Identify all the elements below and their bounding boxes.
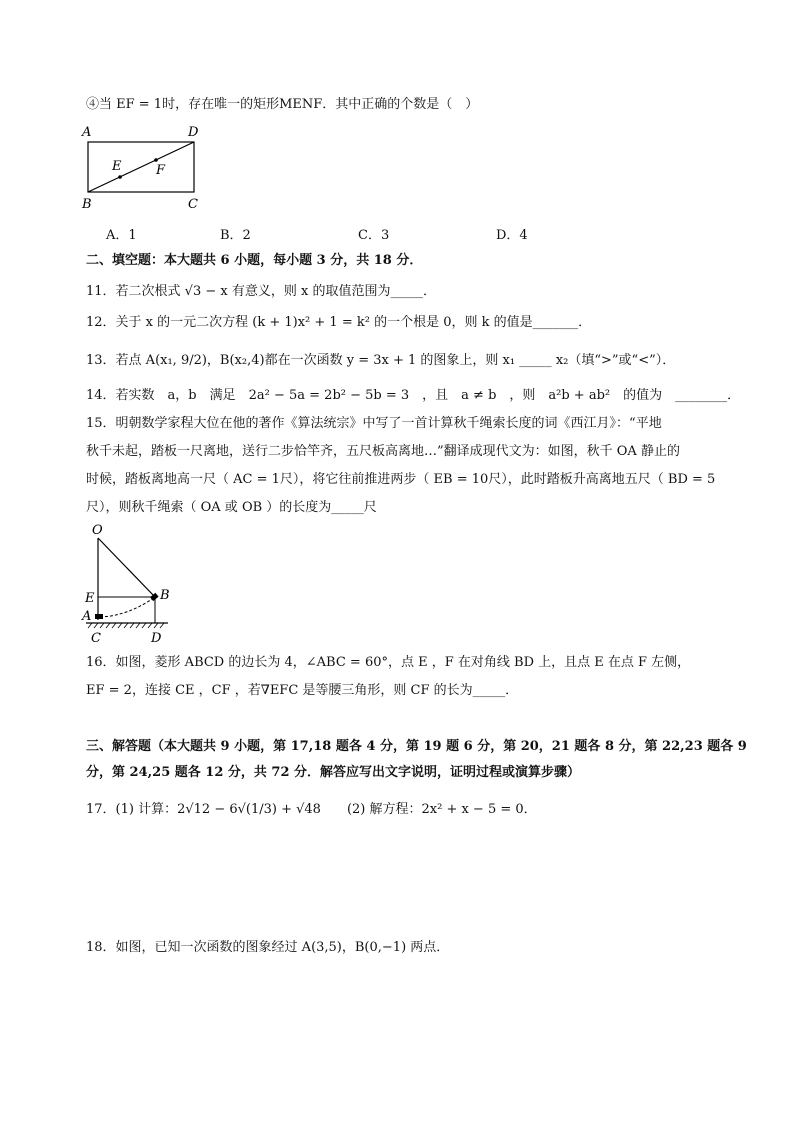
label-d: D (151, 631, 162, 646)
label-c: C (91, 631, 101, 646)
question-15-line-4: 尺），则秋千绳索（ OA 或 OB ）的长度为_____尺 (86, 500, 377, 515)
rectangle-figure (78, 122, 208, 214)
question-15-line-3: 时候，踏板离地高一尺（ AC = 1尺），将它往前推进两步（ EB = 10尺），此时踏板升高离地五尺（ BD = 5 (86, 472, 716, 487)
question-17: 17．(1) 计算：2√12 − 6√(1/3) + √48 (2) 解方程：2x² + x − 5 = 0． (86, 802, 537, 817)
option-b: B．2 (220, 228, 251, 243)
question-18: 18．如图，已知一次函数的图象经过 A(3,5)，B(0,−1) 两点． (86, 940, 450, 955)
question-13: 13．若点 A(x₁, 9/2)，B(x₂,4)都在一次函数 y = 3x + 1 的图象上，则 x₁ _____ x₂（填“>”或“<”）． (86, 353, 676, 368)
point-e (118, 175, 122, 179)
section-2-title: 二、填空题：本大题共 6 小题，每小题 3 分，共 18 分． (86, 253, 423, 268)
board-a (95, 614, 103, 619)
question-15-line-1: 15．明朝数学家程大位在他的著作《算法统宗》中写了一首计算秋千绳索长度的词《西江月》：“平地 (86, 416, 662, 431)
swing-figure (78, 520, 178, 646)
point-f (154, 158, 158, 162)
question-12: 12．关于 x 的一元二次方程 (k + 1)x² + 1 = k² 的一个根是 0，则 k 的值是_______． (86, 315, 592, 330)
label-a: A (82, 609, 92, 624)
label-b: B (82, 197, 92, 212)
option-a: A．1 (106, 228, 137, 243)
question-16-line-2: EF = 2，连接 CE ，CF ，若∇EFC 是等腰三角形，则 CF 的长为_____． (86, 683, 519, 698)
label-f: F (156, 163, 166, 178)
rope-ob (98, 538, 155, 597)
section-3-title-line-2: 分，第 24,25 题各 12 分，共 72 分．解答应写出文字说明，证明过程或演算步骤） (86, 765, 581, 780)
question-11: 11．若二次根式 √3 − x 有意义，则 x 的取值范围为_____． (86, 284, 436, 299)
swing-arc (100, 597, 155, 617)
label-e: E (85, 591, 95, 606)
label-b: B (160, 588, 170, 603)
label-d: D (188, 125, 199, 140)
label-c: C (188, 197, 198, 212)
diagonal-bd (88, 142, 194, 192)
q10-statement-4: ④当 EF = 1时，存在唯一的矩形MENF．其中正确的个数是（ ） (86, 97, 479, 112)
option-d: D．4 (496, 228, 528, 243)
section-3-title-line-1: 三、解答题（本大题共 9 小题，第 17,18 题各 4 分，第 19 题 6 分，第 20，21 题各 8 分，第 22,23 题各 9 (86, 739, 747, 754)
label-o: O (92, 523, 103, 538)
label-e: E (112, 159, 122, 174)
label-a: A (82, 125, 92, 140)
ground-hatch (88, 623, 164, 628)
question-16-line-1: 16．如图，菱形 ABCD 的边长为 4，∠ABC = 60°，点 E ，F 在对角线 BD 上，且点 E 在点 F 左侧， (86, 655, 691, 670)
question-15-line-2: 秋千未起，踏板一尺离地，送行二步恰竿齐，五尺板高离地…”翻译成现代文为：如图，秋千 OA 静止的 (86, 444, 680, 459)
question-14: 14．若实数 a，b 满足 2a² − 5a = 2b² − 5b = 3 ，且 a ≠ b ，则 a²b + ab² 的值为 ________． (86, 388, 741, 403)
option-c: C．3 (358, 228, 390, 243)
